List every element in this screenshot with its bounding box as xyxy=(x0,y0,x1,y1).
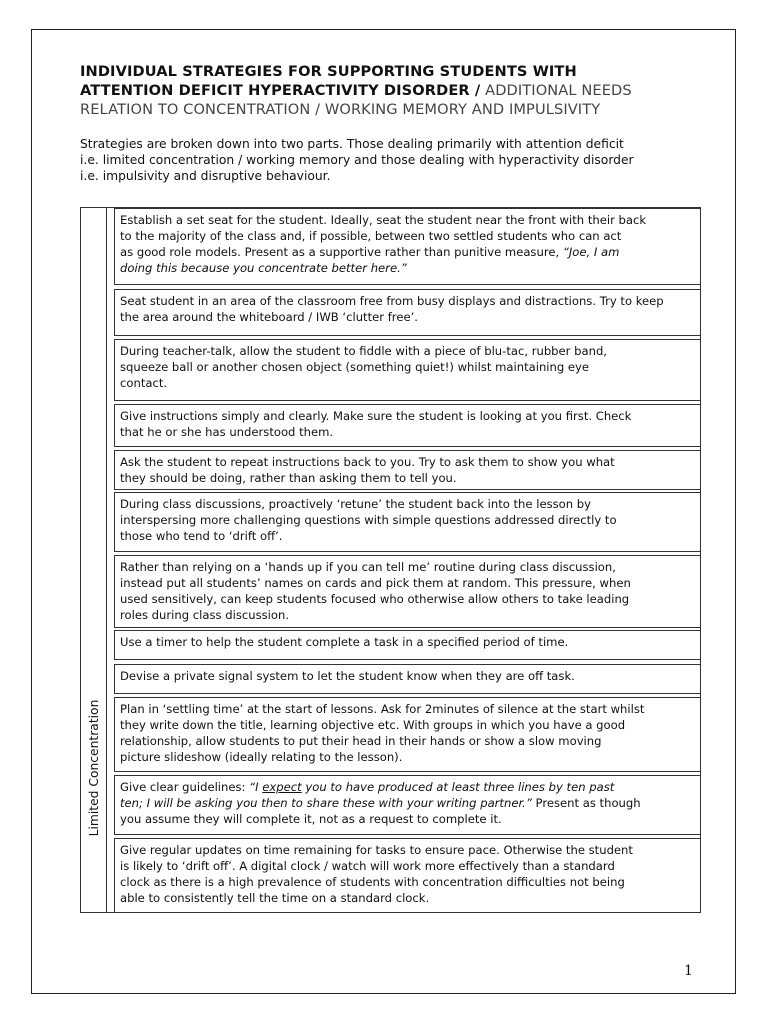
cell-text-line: Devise a private signal system to let the student know when they are off task. xyxy=(120,669,575,683)
cell-text: Give clear guidelines: xyxy=(120,780,250,794)
cell-text-line: interspersing more challenging questions with simple questions addressed directly to xyxy=(120,513,617,527)
intro-line-2: i.e. limited concentration / working memory and those dealing with hyperactivity disorder xyxy=(80,153,634,167)
title-line-3: RELATION TO CONCENTRATION / WORKING MEMORY AND IMPULSIVITY xyxy=(80,101,601,118)
cell-emphasis: expect xyxy=(262,780,302,794)
cell-text-line: Use a timer to help the student complete a task in a specified period of time. xyxy=(120,635,569,649)
cell-text-line: able to consistently tell the time on a standard clock. xyxy=(120,891,430,905)
strategy-cell-12 xyxy=(114,838,701,913)
intro-line-1: Strategies are broken down into two parts. Those dealing primarily with attention deficit xyxy=(80,137,624,151)
cell-text-line: contact. xyxy=(120,376,168,390)
cell-quote: ten; I will be asking you then to share these with your writing partner.” xyxy=(120,796,532,810)
cell-text-line: roles during class discussion. xyxy=(120,608,290,622)
cell-text-line: Give regular updates on time remaining for tasks to ensure pace. Otherwise the student xyxy=(120,843,633,857)
cell-quote: “I xyxy=(249,780,263,794)
cell-text-line: the area around the whiteboard / IWB ‘clutter free’. xyxy=(120,310,418,324)
cell-text-line: used sensitively, can keep students focused who otherwise allow others to take leading xyxy=(120,592,630,606)
cell-text-line: Establish a set seat for the student. Ideally, seat the student near the front with their back xyxy=(120,213,647,227)
document-title xyxy=(80,62,720,119)
cell-text-line: picture slideshow (ideally relating to the lesson). xyxy=(120,750,403,764)
cell-text-line: During class discussions, proactively ‘retune’ the student back into the lesson by xyxy=(120,497,592,511)
cell-text: as good role models. Present as a supportive rather than punitive measure, xyxy=(120,245,563,259)
cell-quote-end: .” xyxy=(397,261,407,275)
title-line-2-bold: ATTENTION DEFICIT HYPERACTIVITY DISORDER / xyxy=(80,82,481,99)
strategy-cell-3 xyxy=(114,339,701,401)
cell-text-line: you assume they will complete it, not as a request to complete it. xyxy=(120,812,502,826)
cell-text-line: Rather than relying on a ‘hands up if you can tell me’ routine during class discussion, xyxy=(120,560,616,574)
page-number: 1 xyxy=(684,963,693,979)
cell-text-line xyxy=(120,795,694,811)
strategy-cell-2 xyxy=(114,289,701,336)
cell-text-line: they write down the title, learning objective etc. With groups in which you have a good xyxy=(120,718,626,732)
cell-text-line: Give instructions simply and clearly. Make sure the student is looking at you first. Check xyxy=(120,409,632,423)
cell-text-line: is likely to ‘drift off’. A digital clock / watch will work more effectively than a standard xyxy=(120,859,615,873)
cell-text-line: relationship, allow students to put their head in their hands or show a slow moving xyxy=(120,734,602,748)
category-column xyxy=(81,208,107,912)
cell-text-line xyxy=(120,779,694,795)
strategy-cell-1 xyxy=(114,208,701,285)
strategy-cell-4 xyxy=(114,404,701,447)
cell-text-line xyxy=(120,244,694,260)
cell-text-line: those who tend to ‘drift off’. xyxy=(120,529,283,543)
cell-text-line: to the majority of the class and, if possible, between two settled students who can act xyxy=(120,229,622,243)
cell-text-line: clock as there is a high prevalence of students with concentration difficulties not being xyxy=(120,875,625,889)
strategy-cell-11 xyxy=(114,775,701,835)
cell-quote: doing this because you concentrate better here xyxy=(120,261,398,275)
strategy-cell-8 xyxy=(114,630,701,660)
cell-text-line: instead put all students’ names on cards and pick them at random. This pressure, when xyxy=(120,576,631,590)
cell-text-line: that he or she has understood them. xyxy=(120,425,334,439)
strategy-cell-7 xyxy=(114,555,701,628)
cell-text-line xyxy=(120,260,694,276)
title-line-1: INDIVIDUAL STRATEGIES FOR SUPPORTING STUDENTS WITH xyxy=(80,63,577,80)
cell-text-line: Ask the student to repeat instructions back to you. Try to ask them to show you what xyxy=(120,455,615,469)
strategy-table xyxy=(80,207,701,913)
intro-line-3: i.e. impulsivity and disruptive behaviour. xyxy=(80,169,331,183)
title-line-2-light: ADDITIONAL NEEDS xyxy=(480,82,632,99)
cell-quote: you to have produced at least three lines by ten past xyxy=(301,780,615,794)
strategy-cell-6 xyxy=(114,492,701,552)
strategy-cell-10 xyxy=(114,697,701,772)
strategy-cell-5 xyxy=(114,450,701,490)
cell-text-line: squeeze ball or another chosen object (something quiet!) whilst maintaining eye xyxy=(120,360,590,374)
title-line-2 xyxy=(80,81,720,100)
cell-text-line: they should be doing, rather than asking them to tell you. xyxy=(120,471,457,485)
cell-text: Present as though xyxy=(531,796,641,810)
intro-paragraph xyxy=(80,136,698,184)
cell-text-line: During teacher-talk, allow the student to fiddle with a piece of blu-tac, rubber band, xyxy=(120,344,607,358)
strategy-cell-9 xyxy=(114,664,701,694)
cell-quote: “Joe, I am xyxy=(562,245,620,259)
cell-text-line: Plan in ‘settling time’ at the start of lessons. Ask for 2minutes of silence at the start whilst xyxy=(120,702,645,716)
category-label: Limited Concentration xyxy=(87,699,101,837)
cell-text-line: Seat student in an area of the classroom free from busy displays and distractions. Try to keep xyxy=(120,294,664,308)
